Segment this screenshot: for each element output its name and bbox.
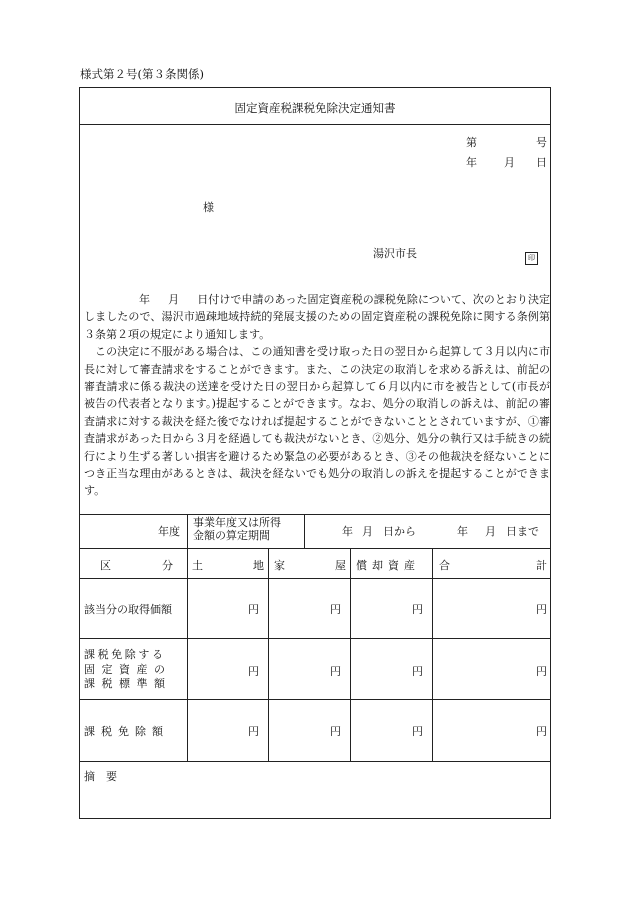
issuer-name: 湯沢市長 — [373, 247, 417, 260]
header-house-1: 家 — [274, 559, 285, 572]
row3-depreciable-yen: 円 — [412, 725, 423, 738]
row-label-standard — [84, 648, 172, 692]
col-line-4 — [432, 548, 433, 761]
period-to-month: 月 — [485, 525, 496, 538]
period-from-month: 月 — [362, 525, 373, 538]
period-from-year: 年 — [342, 525, 353, 538]
row3-total-yen: 円 — [536, 725, 547, 738]
period-to-year: 年 — [457, 525, 468, 538]
row2-house-yen: 円 — [330, 665, 341, 678]
date-year: 年 — [466, 156, 477, 169]
doc-number-dai: 第 — [466, 136, 477, 149]
row3-house-yen: 円 — [330, 725, 341, 738]
date-month: 月 — [504, 156, 515, 169]
row2-bottom-line — [80, 699, 550, 700]
document-title: 固定資産税課税免除決定通知書 — [234, 101, 396, 115]
header-kubun-1: 区 — [100, 559, 111, 572]
period-label — [193, 516, 281, 542]
row3-bottom-line — [80, 761, 550, 762]
row2-label-line-1: 課税免除する — [84, 648, 166, 661]
header-depreciable: 償却資産 — [356, 559, 420, 572]
date-day: 日 — [536, 156, 547, 169]
period-divider-2 — [304, 514, 305, 548]
form-label: 様式第２号(第３条関係) — [80, 67, 204, 81]
period-to-day: 日まで — [506, 525, 539, 538]
paragraph-1-text: 日付けで申請のあった固定資産税の課税免除について、次のとおり決定しましたので、湯沢市過疎地域持続的発展支援のための固定資産税の課税免除に関する条例第３条第２項の規定により通知します。 — [84, 293, 551, 341]
notice-form — [79, 87, 551, 819]
period-top-line — [80, 514, 550, 515]
doc-number-go: 号 — [536, 136, 547, 149]
row3-land-yen: 円 — [248, 725, 259, 738]
remarks-label: 摘 要 — [84, 770, 117, 783]
header-kubun-2: 分 — [162, 559, 173, 572]
period-label-line-2: 金額の算定期間 — [193, 529, 270, 542]
header-bottom-line — [80, 578, 550, 579]
header-total-2: 計 — [536, 559, 547, 572]
col-line-2 — [268, 548, 269, 761]
row2-land-yen: 円 — [248, 665, 259, 678]
period-bottom-line — [80, 548, 550, 549]
row1-depreciable-yen: 円 — [412, 603, 423, 616]
row-label-acquisition: 該当分の取得価額 — [84, 603, 172, 616]
row1-house-yen: 円 — [330, 603, 341, 616]
notice-body — [84, 291, 550, 500]
period-label-line-1: 事業年度又は所得 — [193, 516, 281, 529]
row2-depreciable-yen: 円 — [412, 665, 423, 678]
header-land-2: 地 — [253, 559, 264, 572]
title-divider — [80, 124, 550, 125]
row2-label-line-2: 固定資産の — [84, 662, 172, 676]
col-line-1 — [187, 548, 188, 761]
seal-mark — [525, 245, 538, 265]
period-divider-1 — [187, 514, 188, 548]
addressee-suffix: 様 — [203, 201, 214, 214]
row-label-exemption: 課税免除額 — [84, 725, 169, 738]
body-month: 月 — [168, 293, 180, 306]
row1-land-yen: 円 — [248, 603, 259, 616]
header-total-1: 合 — [439, 559, 450, 572]
period-from-day: 日から — [383, 525, 416, 538]
notice-paragraph-1 — [84, 291, 550, 343]
row2-label-line-3: 課税標準額 — [84, 677, 172, 690]
header-land-1: 土 — [192, 559, 203, 572]
header-house-2: 屋 — [335, 559, 346, 572]
row1-bottom-line — [80, 638, 550, 639]
col-line-3 — [350, 548, 351, 761]
body-year: 年 — [139, 293, 151, 306]
row1-total-yen: 円 — [536, 603, 547, 616]
nendo-label: 年度 — [158, 525, 180, 538]
seal-char: 印 — [525, 252, 538, 265]
row2-total-yen: 円 — [536, 665, 547, 678]
notice-paragraph-2: この決定に不服がある場合は、この通知書を受け取った日の翌日から起算して３月以内に市長に対して審査請求をすることができます。また、この決定の取消しを求める訴えは、前記の審査請求に係る裁決の送達を受けた日の翌日から起算して６月以内に市を被告として(市長が被告の代表者となります。)提起することができます。なお、処分の取消しの訴えは、前記の審査請求に対する裁決を経た後でなければ提起することができないこととされていますが、①審査請求があった日から３月を経過しても裁決がないとき、②処分、処分の執行又は手続きの続行により生ずる著しい損害を避けるため緊急の必要があるとき、③その他裁決を経ないことにつき正当な理由があるときは、裁決を経ないでも処分の取消しの訴えを提起することができます。 — [84, 345, 550, 498]
